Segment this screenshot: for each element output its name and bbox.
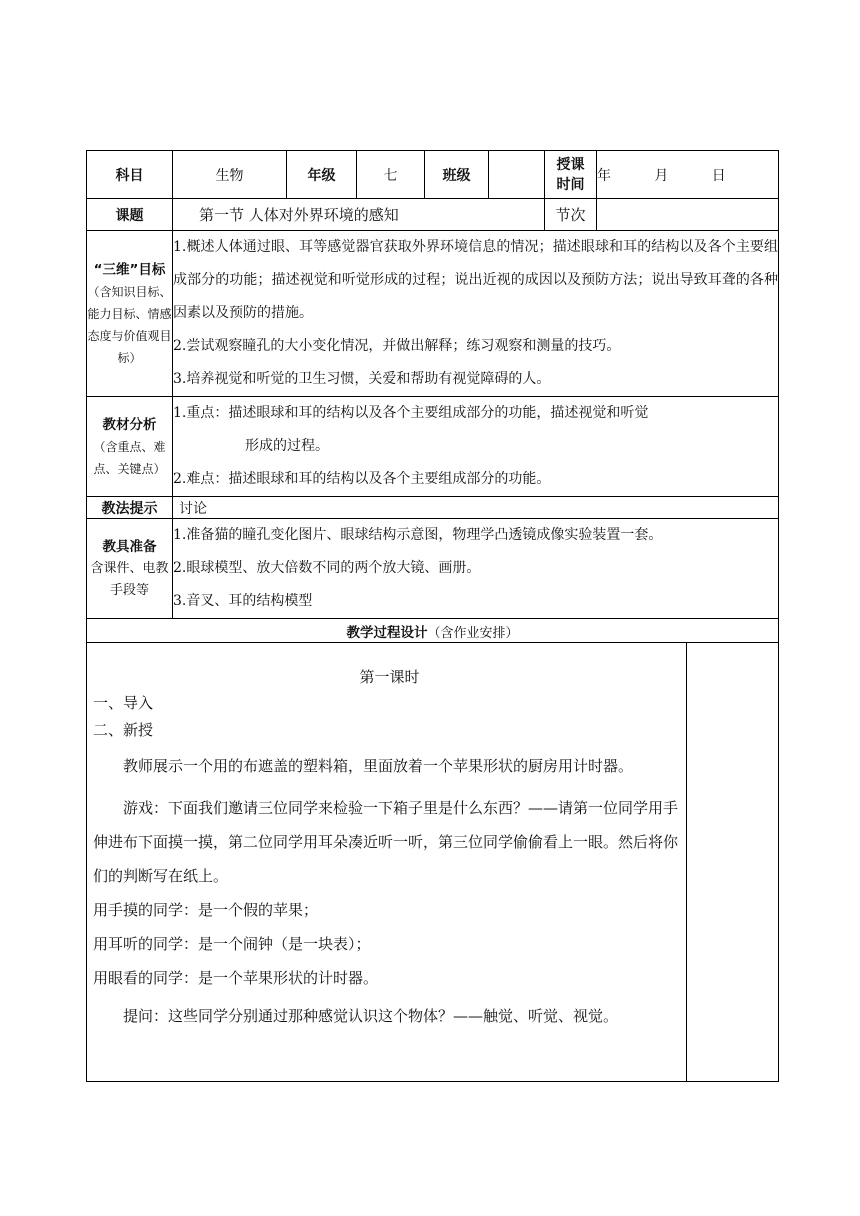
key-point-line1: 描述眼球和耳的结构以及各个主要组成部分的功能，描述视觉和听觉 (228, 405, 649, 421)
process-cell (87, 643, 779, 1082)
materials-label: 教具准备 (102, 538, 157, 555)
line-touch: 用手摸的同学：是一个假的苹果； (93, 901, 319, 919)
paragraph-question: 提问：这些同学分别通过那种感觉认识这个物体？——触觉、听觉、视觉。 (123, 1007, 619, 1025)
objectives-content (173, 231, 779, 397)
date-value: 年 月 日 (597, 151, 779, 199)
topic-row (87, 199, 779, 231)
objective-item-2: 2.尝试观察瞳孔的大小变化情况，并做出解释；练习观察和测量的技巧。 (173, 338, 621, 354)
objectives-label-note: （含知识目标、能力目标、情感态度与价值观目标） (87, 284, 172, 365)
grade-value: 七 (357, 151, 425, 199)
analysis-label-cell (87, 397, 173, 497)
analysis-row (87, 397, 779, 497)
materials-content (173, 519, 779, 619)
method-row (87, 497, 779, 519)
materials-label-note: 含课件、电教手段等 (90, 560, 169, 598)
class-label: 班级 (425, 151, 489, 199)
header-row (87, 151, 779, 199)
process-inner (87, 643, 778, 1081)
material-item-1: 1.准备猫的瞳孔变化图片、眼球结构示意图，物理学凸透镜成像实验装置一套。 (173, 527, 663, 543)
key-point-prefix: 1.重点： (173, 405, 229, 421)
objective-item-1: 1.概述人体通过眼、耳等感觉器官获取外界环境信息的情况；描述眼球和耳的结构以及各个主要组成部分的功能；描述视觉和听觉形成的过程；说出近视的成因以及预防方法；说出导致耳聋的各种因素以及预防的措施。 (173, 239, 778, 321)
section-heading-new: 二、新授 (93, 721, 154, 739)
objective-item-3: 3.培养视觉和听觉的卫生习惯，关爱和帮助有视觉障碍的人。 (173, 371, 551, 387)
material-item-2: 2.眼球模型、放大倍数不同的两个放大镜、画册。 (173, 560, 481, 576)
objectives-label-cell (87, 231, 173, 397)
line-see: 用眼看的同学：是一个苹果形状的计时器。 (93, 969, 379, 987)
analysis-content (173, 397, 779, 497)
class-value (489, 151, 545, 199)
time-label-line2: 时间 (556, 176, 585, 193)
process-main (87, 643, 687, 1081)
analysis-label-note: （含重点、难点、关键点） (93, 439, 166, 476)
process-title-row (87, 619, 779, 643)
grade-label: 年级 (287, 151, 357, 199)
time-label-line1: 授课 (556, 156, 585, 173)
paragraph-game: 游戏：下面我们邀请三位同学来检验一下箱子里是什么东西？——请第一位同学用手伸进布下面摸一摸，第二位同学用耳朵凑近听一听，第三位同学偷偷看上一眼。然后将你们的判断写在纸上。 (93, 799, 679, 885)
topic-value: 第一节 人体对外界环境的感知 (173, 199, 545, 231)
time-label (545, 151, 597, 199)
objectives-label: “三维”目标 (93, 261, 166, 278)
process-side-column (687, 643, 778, 1081)
subject-label: 科目 (87, 151, 173, 199)
key-point-line2: 形成的过程。 (245, 438, 329, 454)
section-value (597, 199, 779, 231)
process-row (87, 643, 779, 1082)
topic-label: 课题 (87, 199, 173, 231)
lesson-title: 第一课时 (359, 668, 420, 686)
line-hear: 用耳听的同学：是一个闹钟（是一块表）； (93, 935, 371, 953)
key-point (173, 397, 778, 430)
method-value: 讨论 (173, 497, 779, 519)
lesson-plan-table (86, 150, 779, 1082)
process-title-note: （含作业安排） (427, 625, 519, 641)
method-label: 教法提示 (87, 497, 173, 519)
analysis-label: 教材分析 (102, 416, 157, 433)
subject-value: 生物 (173, 151, 287, 199)
paragraph-display: 教师展示一个用的布遮盖的塑料箱，里面放着一个苹果形状的厨房用计时器。 (123, 757, 634, 775)
materials-label-cell (87, 519, 173, 619)
process-title-cell (87, 619, 779, 643)
difficult-point: 2.难点：描述眼球和耳的结构以及各个主要组成部分的功能。 (173, 471, 551, 487)
section-label: 节次 (545, 199, 597, 231)
objectives-row (87, 231, 779, 397)
material-item-3: 3.音叉、耳的结构模型 (173, 593, 313, 609)
materials-row (87, 519, 779, 619)
section-heading-intro: 一、导入 (93, 694, 154, 712)
process-title: 教学过程设计 (346, 624, 428, 641)
